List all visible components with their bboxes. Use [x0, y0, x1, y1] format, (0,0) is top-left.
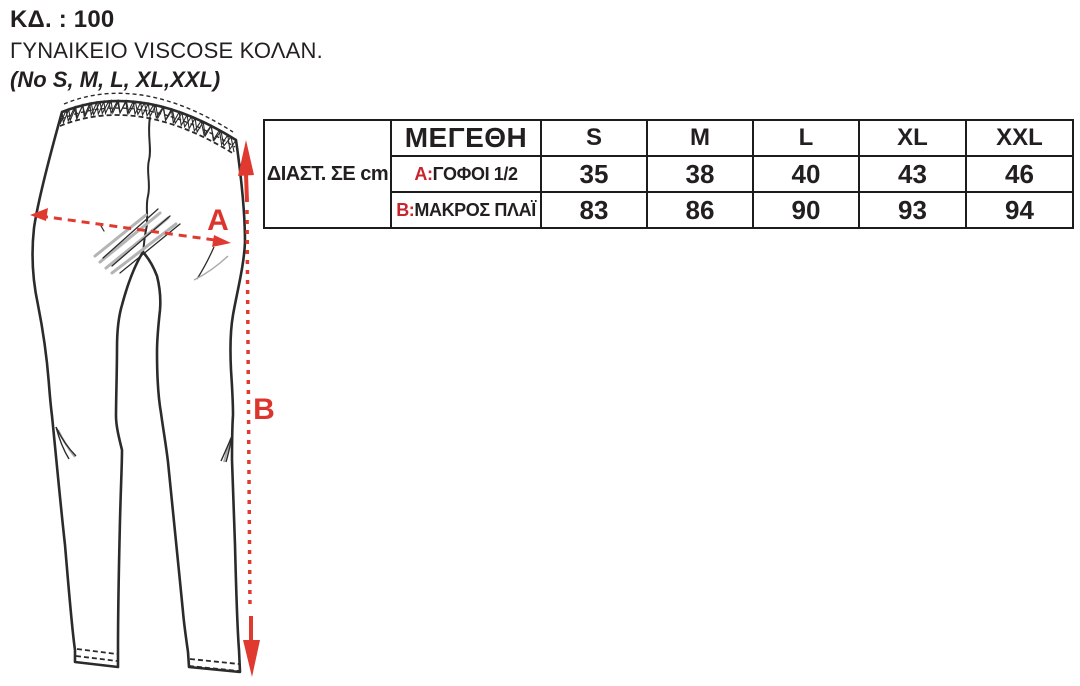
value-cell: 83 — [541, 192, 647, 228]
size-column-header-s: S — [541, 120, 647, 156]
size-column-header-m: M — [647, 120, 753, 156]
value-cell: 43 — [859, 156, 966, 192]
row-label-a-text: ΓΟΦΟΙ 1/2 — [432, 163, 518, 184]
row-key-b: B: — [396, 199, 415, 220]
value-cell: 46 — [966, 156, 1073, 192]
table-header-row — [264, 120, 1073, 156]
label-a: A — [207, 204, 229, 237]
size-column-header-xl: XL — [859, 120, 966, 156]
leggings-outline — [33, 101, 245, 672]
value-cell: 40 — [753, 156, 859, 192]
product-name: ΓΥΝΑΙΚΕΙΟ VISCOSE ΚΟΛΑΝ. — [10, 38, 323, 63]
value-cell: 86 — [647, 192, 753, 228]
value-cell: 94 — [966, 192, 1073, 228]
size-column-header-l: L — [753, 120, 859, 156]
available-sizes-note: (No S, M, L, XL,XXL) — [10, 67, 221, 92]
size-table-container — [263, 119, 1074, 229]
row-key-a: A: — [414, 163, 433, 184]
label-b: B — [253, 393, 275, 426]
size-table — [263, 119, 1074, 229]
value-cell: 90 — [753, 192, 859, 228]
value-cell: 35 — [541, 156, 647, 192]
value-cell: 38 — [647, 156, 753, 192]
leggings-technical-drawing — [0, 0, 290, 686]
product-code: ΚΔ. : 100 — [10, 6, 115, 33]
dimension-unit-cell: ΔΙΑΣΤ. ΣΕ cm — [264, 120, 391, 228]
sizes-header-cell: ΜΕΓΕΘΗ — [391, 120, 541, 156]
row-label-side-length — [391, 192, 541, 228]
row-label-b-text: ΜΑΚΡΟΣ ΠΛΑΪ — [414, 199, 536, 220]
size-column-header-xxl: XXL — [966, 120, 1073, 156]
row-label-hips — [391, 156, 541, 192]
value-cell: 93 — [859, 192, 966, 228]
